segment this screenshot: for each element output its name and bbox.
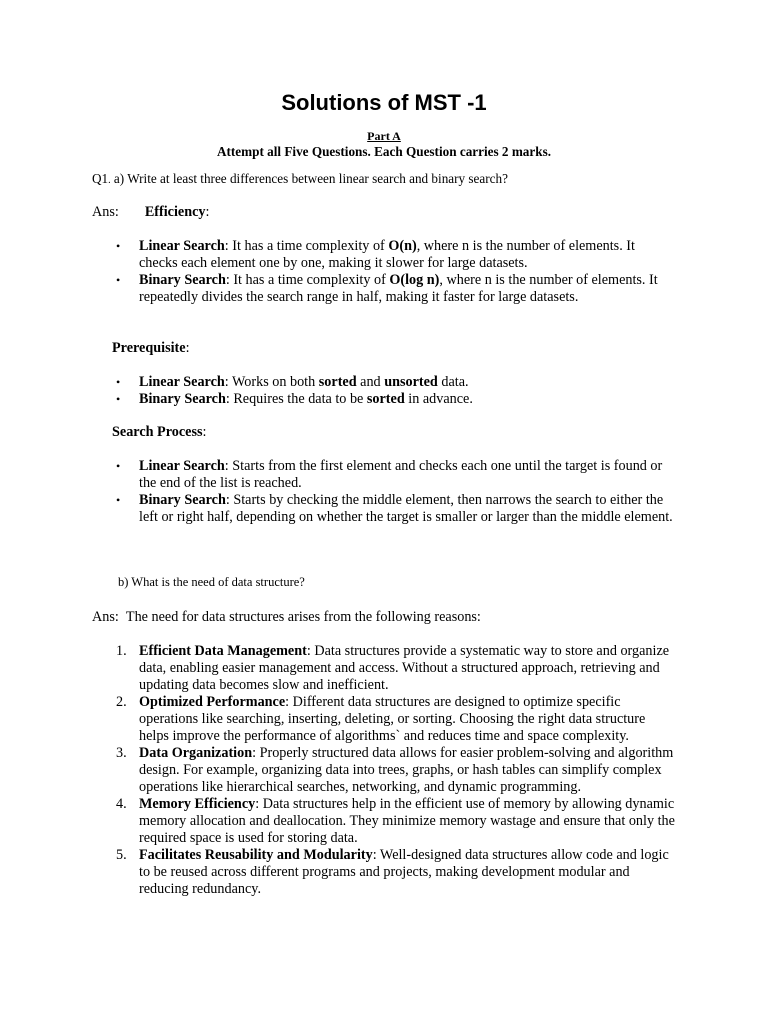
answer-1b [92,609,481,626]
item-text: : Starts by checking the middle element, then narrows the search to either the left or right half, depending on whether the target is smaller or larger than the middle element. [139,492,673,525]
item-text: : It has a time complexity of [224,238,389,254]
item-text: : Data structures help in the efficient use of memory by allowing dynamic memory allocation and deallocation. They minimize memory wastage and ensure that only the required space is used for storing data. [139,796,675,846]
bullet-icon: • [116,392,121,406]
item-text: , where n is the number of elements. It repeatedly divides the search range in half, making it faster for large datasets. [139,272,658,305]
list-item [116,643,676,694]
term: Linear Search [139,374,225,390]
needs-list [116,643,676,898]
list-item [116,492,676,526]
list-item [116,847,676,898]
item-number: 4. [116,796,127,812]
item-number: 3. [116,745,127,761]
list-item [116,238,676,272]
answer-label: Ans: [92,609,119,625]
list-item [116,374,676,391]
heading-text: Prerequisite [112,340,186,356]
item-text: : Different data structures are designed to optimize specific operations like searching, inserting, deleting, or sorting. Choosing the right data structure helps improve the performance of algorithms` and reduces time and space complexity. [139,694,646,744]
question-text: a) Write at least three differences between linear search and binary search? [110,171,508,186]
question-number: Q1 [92,171,109,186]
answer-intro: The need for data structures arises from the following reasons: [125,609,481,625]
answer-label: Ans: [92,204,119,220]
list-item [116,796,676,847]
document-title: Solutions of MST -1 [281,90,487,115]
instructions: Attempt all Five Questions. Each Question carries 2 marks. [216,144,552,159]
term: Binary Search [139,391,226,407]
bold-word: sorted [318,374,357,390]
item-text: in advance. [404,391,473,407]
list-item [116,745,676,796]
bold-word: unsorted [384,374,438,390]
item-text: and [356,374,385,390]
item-text: : Requires the data to be [225,391,367,407]
item-text: : It has a time complexity of [225,272,390,288]
item-text: data. [437,374,469,390]
bullet-icon: • [116,239,121,253]
item-text: : Data structures provide a systematic way to store and organize data, enabling easier management and access. Without a structured approach, retrieving and updating data becomes slow and inefficient. [139,643,670,693]
question-1b: b) What is the need of data structure? [118,575,305,589]
prerequisite-heading: Prerequisite: [112,340,190,356]
term: Data Organization [139,745,253,761]
search-process-heading: Search Process: [112,424,207,440]
item-text: : Well-designed data structures allow code and logic to be reused across different programs and projects, making development modular and reducing redundancy. [139,847,669,897]
term: Linear Search [139,458,225,474]
term: Binary Search [139,492,226,508]
item-number: 2. [116,694,127,710]
efficiency-heading: Efficiency [144,204,206,220]
bullet-icon: • [116,375,121,389]
item-text: , where n is the number of elements. It checks each element one by one, making it slower for large datasets. [139,238,635,271]
search-process-list [116,458,676,526]
item-text: : Works on both [224,374,319,390]
term: Linear Search [139,238,225,254]
complexity: O(log n) [389,272,440,288]
list-item [116,272,676,306]
question-1a [92,170,508,189]
term: Optimized Performance [139,694,286,710]
item-number: 1. [116,643,127,659]
item-number: 5. [116,847,127,863]
term: Facilitates Reusability and Modularity [139,847,373,863]
part-heading: Part A [367,129,401,143]
efficiency-list [116,238,676,306]
bold-word: sorted [366,391,405,407]
term: Binary Search [139,272,226,288]
answer-1a: Ans: Efficiency: [92,204,210,220]
bullet-icon: • [116,459,121,473]
complexity: O(n) [388,238,417,254]
list-item [116,458,676,492]
heading-text: Search Process [112,424,203,440]
prerequisite-list [116,374,676,408]
question-number-dot: . [108,175,111,186]
term: Efficient Data Management [139,643,307,659]
item-text: : Properly structured data allows for easier problem-solving and algorithm design. For example, organizing data into trees, graphs, or hash tables can simplify complex operations like hierarchical searches, networking, and dynamic programming. [139,745,674,795]
bullet-icon: • [116,493,121,507]
term: Memory Efficiency [139,796,256,812]
list-item [116,694,676,745]
item-text: : Starts from the first element and checks each one until the target is found or the end of the list is reached. [139,458,663,491]
bullet-icon: • [116,273,121,287]
list-item [116,391,676,408]
